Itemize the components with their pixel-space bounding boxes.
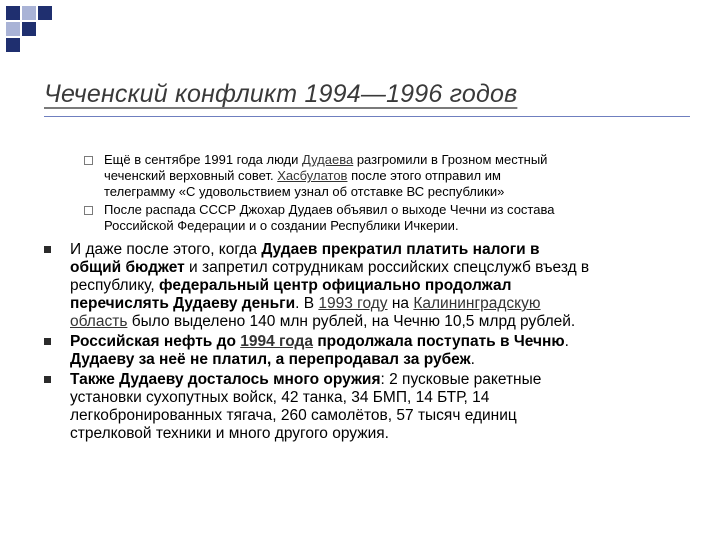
text-line (70, 277, 684, 295)
text-segment: легкобронированных тягача, 260 самолётов, 57 тысяч единиц (70, 407, 517, 424)
main-bullet-list (44, 241, 684, 443)
deco-square (22, 22, 36, 36)
sub-bullet-list (84, 152, 684, 234)
hyperlink[interactable]: область (70, 313, 128, 330)
main-item (44, 241, 684, 331)
text-segment: продолжала поступать в Чечню (313, 333, 565, 350)
text-segment: после этого отправил им (347, 168, 501, 183)
text-line (104, 218, 684, 234)
hollow-square-bullet-icon (84, 156, 93, 165)
text-segment: и запретил сотрудникам российских спецслужб въезд в (184, 259, 590, 276)
main-item (44, 333, 684, 369)
filled-square-bullet-icon (44, 376, 51, 383)
text-segment: Также Дудаеву досталось много оружия (70, 371, 381, 388)
sub-item (84, 152, 684, 200)
text-segment: телеграмму «С удовольствием узнал об отставке ВС республики» (104, 184, 505, 199)
text-segment: разгромили в Грозном местный (353, 152, 548, 167)
text-segment: было выделено 140 млн рублей, на Чечню 10,5 млрд рублей. (127, 313, 576, 330)
text-segment: И даже после этого, когда (70, 241, 262, 258)
text-line (104, 184, 684, 200)
text-segment: чеченский верховный совет. (104, 168, 278, 183)
text-segment: . В (295, 295, 319, 312)
deco-square (6, 38, 20, 52)
filled-square-bullet-icon (44, 338, 51, 345)
text-segment: Дудаеву за неё не платил, а перепродавал за рубеж (70, 351, 471, 368)
text-line (70, 313, 684, 331)
deco-square (6, 6, 20, 20)
text-segment: . (470, 351, 475, 368)
hollow-square-bullet-icon (84, 206, 93, 215)
deco-square (22, 6, 36, 20)
title-rule (44, 116, 690, 117)
text-segment: После распада СССР Джохар Дудаев объявил о выходе Чечни из состава (104, 202, 555, 217)
text-line (70, 407, 684, 425)
text-line (70, 241, 684, 259)
hyperlink[interactable]: Дудаева (302, 152, 354, 167)
text-segment: общий бюджет (70, 259, 185, 276)
text-segment: на (387, 295, 414, 312)
text-line (104, 202, 684, 218)
text-segment: : 2 пусковые ракетные (380, 371, 542, 388)
text-line (70, 371, 684, 389)
hyperlink[interactable]: Хасбулатов (277, 168, 348, 183)
text-segment: Российской Федерации и о создании Республики Ичкерии. (104, 218, 459, 233)
text-segment: перечислять Дудаеву деньги (70, 295, 296, 312)
hyperlink[interactable]: 1993 году (318, 295, 388, 312)
text-segment: . (564, 333, 569, 350)
deco-square (38, 6, 52, 20)
text-segment: установки сухопутных войск, 42 танка, 34 БМП, 14 БТР, 14 (70, 389, 490, 406)
text-segment: республику, (70, 277, 159, 294)
text-segment: Ещё в сентябре 1991 года люди (104, 152, 303, 167)
text-segment: стрелковой техники и много другого оружия. (70, 425, 389, 442)
text-line (70, 333, 684, 351)
text-line (70, 295, 684, 313)
deco-square (6, 22, 20, 36)
text-segment: Российская нефть до (70, 333, 241, 350)
hyperlink[interactable]: Калининградскую (413, 295, 541, 312)
filled-square-bullet-icon (44, 246, 51, 253)
text-line (70, 389, 684, 407)
text-line (104, 152, 684, 168)
text-line (70, 351, 684, 369)
text-line (104, 168, 684, 184)
text-line (70, 259, 684, 277)
text-segment: федеральный центр официально продолжал (158, 277, 512, 294)
sub-item (84, 202, 684, 234)
main-item (44, 371, 684, 443)
hyperlink[interactable]: 1994 года (240, 333, 314, 350)
text-line (70, 425, 684, 443)
slide-title: Чеченский конфликт 1994—1996 годов (44, 80, 518, 108)
text-segment: Дудаев прекратил платить налоги в (261, 241, 540, 258)
